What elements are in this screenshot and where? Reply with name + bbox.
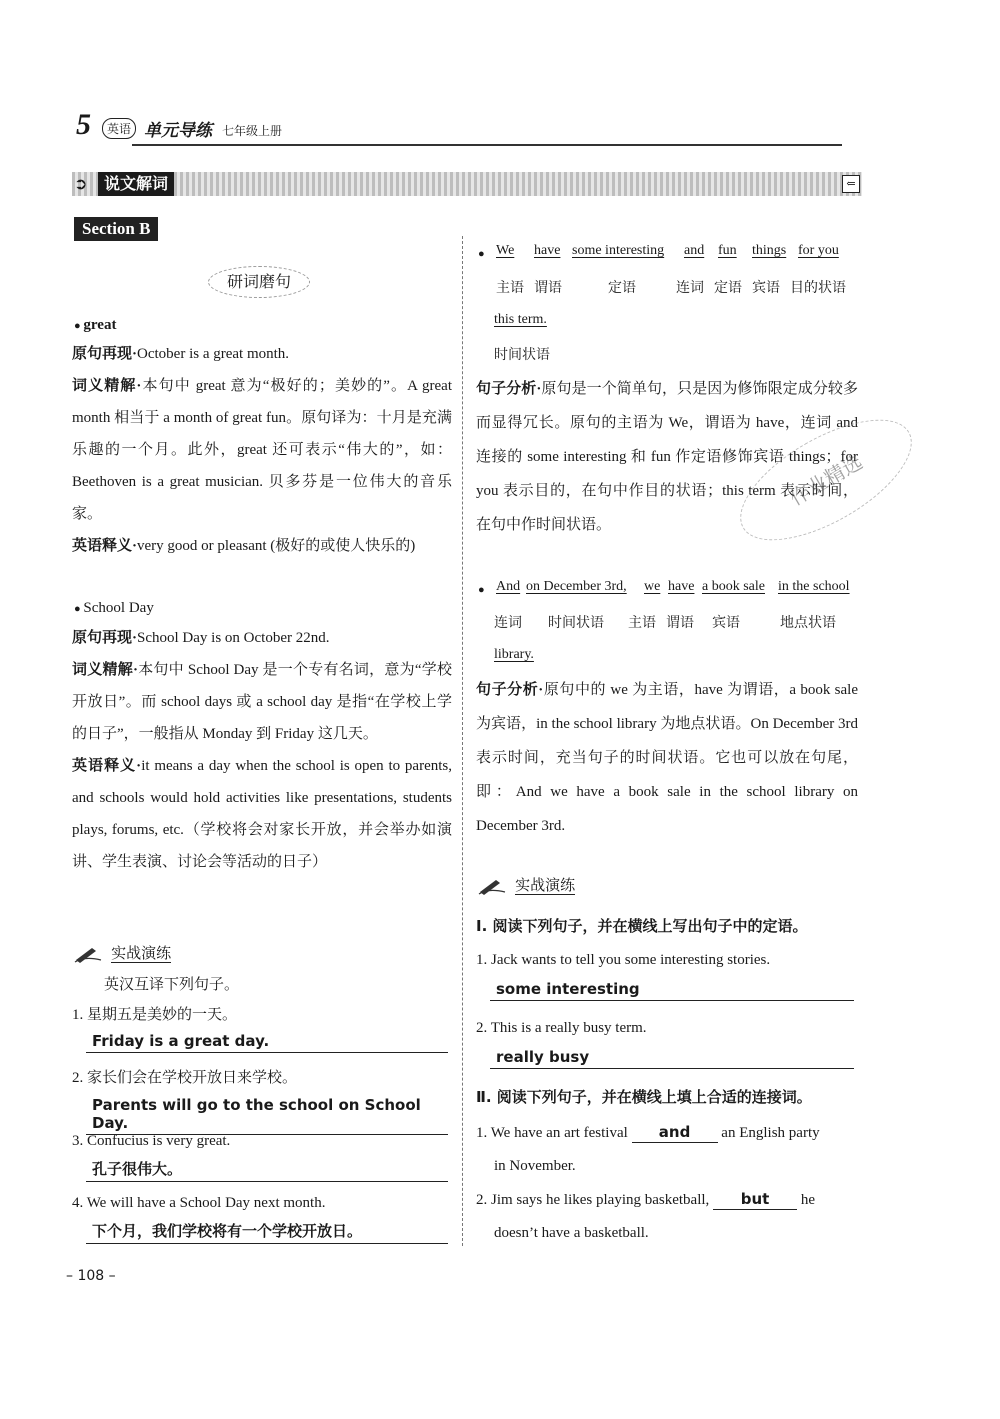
study-title xyxy=(208,266,310,298)
part1-title: Ⅰ. 阅读下列句子，并在横线上写出句子中的定语。 xyxy=(476,917,808,935)
s2-word: a book sale xyxy=(702,579,765,594)
entry-word-great: ● great xyxy=(74,315,116,336)
english-definition-block xyxy=(72,750,452,878)
section-banner xyxy=(72,172,862,196)
part2-q1-line2: in November. xyxy=(494,1158,576,1174)
s1-analysis-label: 句子分析· xyxy=(476,381,542,397)
s2-role: 时间状语 xyxy=(548,615,604,631)
s1-word: for you xyxy=(798,243,839,258)
part2-q2-line2: doesn’t have a basketball. xyxy=(494,1225,649,1241)
answer-text-3: 孔子很伟大。 xyxy=(92,1160,183,1178)
s2-word: we xyxy=(644,579,661,594)
header-rule xyxy=(132,144,842,146)
part2-title: Ⅱ. 阅读下列句子，并在横线上填上合适的连接词。 xyxy=(476,1088,812,1106)
practice-question-3: 3. Confucius is very great. xyxy=(72,1133,231,1149)
practice-heading-right xyxy=(478,874,575,896)
practice-question-2: 2. 家长们会在学校开放日来学校。 xyxy=(72,1070,298,1086)
logo-number: 5 xyxy=(76,108,91,141)
answer-text-2: Parents will go to the school on School Day. xyxy=(92,1096,421,1132)
s2-word: And xyxy=(496,579,521,594)
part1-answer-text-1: some interesting xyxy=(496,980,640,998)
s2-role: 宾语 xyxy=(712,615,740,631)
practice-question-1: 1. 星期五是美妙的一天。 xyxy=(72,1007,238,1023)
part2-q2-post: he xyxy=(800,1192,815,1208)
practice-title: 实战演练 xyxy=(515,876,576,894)
s1-role: 定语 xyxy=(714,280,742,296)
sentence-1-marker xyxy=(478,243,485,264)
analysis-label: 词义精解· xyxy=(72,378,142,394)
s2-word: in the school xyxy=(778,579,850,594)
part2-q1-pre: 1. We have an art festival xyxy=(476,1125,628,1141)
study-title-text: 研词磨句 xyxy=(226,272,291,291)
column-divider xyxy=(462,236,463,1246)
entry-word-school-day: ● School Day xyxy=(74,598,154,619)
analysis-text: 本句中 School Day 是一个专有名词，意为“学校开放日”。而 school days 或 a school day 是指“在学校上学的日子”，一般指从 Monday 到 Friday 这几天。 xyxy=(72,662,452,742)
s1-word: things xyxy=(752,243,787,258)
sentence-2-marker xyxy=(478,579,485,600)
part2-answer-blank-1[interactable] xyxy=(632,1122,718,1143)
part2-answer-text-1: and xyxy=(658,1123,691,1141)
original-sentence-line xyxy=(72,338,452,370)
analysis-block xyxy=(72,654,452,750)
s1-role: 主语 xyxy=(496,280,524,296)
s1-role: 宾语 xyxy=(752,280,780,296)
s2-tail-word: library. xyxy=(494,647,534,662)
s1-role: 连词 xyxy=(676,280,704,296)
s2-word: on December 3rd, xyxy=(526,579,627,594)
answer-line-1[interactable] xyxy=(86,1032,448,1053)
english-label: 英语释义· xyxy=(72,538,138,554)
answer-line-4[interactable] xyxy=(86,1220,448,1244)
english-label: 英语释义· xyxy=(72,758,142,774)
pen-icon xyxy=(74,944,102,964)
s1-word: and xyxy=(684,243,705,258)
banner-title: 说文解词 xyxy=(98,172,174,196)
analysis-block xyxy=(72,370,452,530)
s1-tail-word: this term. xyxy=(494,312,547,327)
analysis-text: 本句中 great 意为“极好的；美妙的”。A great month 相当于 a month of great fun。原句译为：十月是充满乐趣的一个月。此外，great 还可表示“伟大的”，如：Beethoven is a great musician. 贝多芬是一位伟大的音乐家。 xyxy=(72,378,452,522)
entry-school-day-body xyxy=(72,622,452,878)
entry-great-body xyxy=(72,338,452,562)
answer-line-2[interactable] xyxy=(86,1096,448,1135)
part1-answer-text-2: really busy xyxy=(496,1048,590,1066)
english-definition: very good or pleasant (极好的或使人快乐的) xyxy=(137,538,416,554)
s2-analysis-text: 原句中的 we 为主语，have 为谓语，a book sale 为宾语，in the school library 为地点状语。On December 3rd 表示时间，充当句子的时间状语。它也可以放在句尾，即：And we have a book sale in the school library on December 3rd. xyxy=(476,682,858,834)
pen-icon xyxy=(478,876,506,896)
original-sentence-line xyxy=(72,622,452,654)
part2-question-1 xyxy=(476,1122,860,1143)
s1-role: 定语 xyxy=(608,280,636,296)
s2-analysis-label: 句子分析· xyxy=(476,682,544,698)
s1-analysis-text: 原句是一个简单句，只是因为修饰限定成分较多而显得冗长。原句的主语为 We，谓语为 have，连词 and 连接的 some interesting 和 fun 作定语修饰宾语 things；for you 表示目的，在句中作目的状语；this term 表示时间，在句中作时间状语。 xyxy=(476,381,858,533)
answer-line-3[interactable] xyxy=(86,1158,448,1182)
practice-heading-left xyxy=(74,942,171,964)
page-header xyxy=(72,108,842,146)
s1-word: have xyxy=(534,243,561,258)
page-number: – 108 – xyxy=(66,1268,116,1284)
s2-analysis xyxy=(476,673,858,843)
original-label: 原句再现· xyxy=(72,346,138,362)
english-definition: it means a day when the school is open to parents, and schools would hold activities like presentations, students plays, forums, etc.（学校将会对家长开放，并会举办如演讲、学生表演、讨论会等活动的日子） xyxy=(72,758,452,870)
part2-question-2 xyxy=(476,1189,860,1210)
banner-arrow-icon: ➲ xyxy=(74,174,88,193)
s1-word: fun xyxy=(718,243,737,258)
watermark-text: 作业精选 xyxy=(785,449,867,511)
practice-instruction: 英汉互译下列句子。 xyxy=(104,975,240,993)
logo-text: 单元导练 xyxy=(144,121,212,141)
analysis-label: 词义精解· xyxy=(72,662,138,678)
s1-word: We xyxy=(496,243,515,258)
part2-q2-pre: 2. Jim says he likes playing basketball, xyxy=(476,1192,710,1208)
part2-answer-blank-2[interactable] xyxy=(713,1189,797,1210)
part1-question-2: 2. This is a really busy term. xyxy=(476,1020,647,1036)
english-definition-line xyxy=(72,530,452,562)
s2-word: have xyxy=(668,579,695,594)
answer-text-4: 下个月，我们学校将有一个学校开放日。 xyxy=(92,1222,363,1240)
part1-question-1: 1. Jack wants to tell you some interesting stories. xyxy=(476,952,771,968)
part1-answer-line-2[interactable] xyxy=(490,1048,854,1069)
section-tag: Section B xyxy=(74,217,158,241)
s2-role: 谓语 xyxy=(666,615,694,631)
practice-title: 实战演练 xyxy=(111,944,172,962)
part2-q1-post: an English party xyxy=(721,1125,820,1141)
s1-word: some interesting xyxy=(572,243,665,258)
s1-role: 目的状语 xyxy=(790,280,846,296)
s2-role: 主语 xyxy=(628,615,656,631)
s1-tail-role: 时间状语 xyxy=(494,347,550,363)
original-sentence: School Day is on October 22nd. xyxy=(137,630,330,646)
part1-answer-line-1[interactable] xyxy=(490,980,854,1001)
logo-badge: 英语 xyxy=(102,118,136,139)
original-sentence: October is a great month. xyxy=(137,346,290,362)
banner-end-icon: ⇐ xyxy=(842,175,860,193)
s1-role: 谓语 xyxy=(534,280,562,296)
part2-answer-text-2: but xyxy=(740,1190,770,1208)
answer-text-1: Friday is a great day. xyxy=(92,1032,270,1050)
s2-role: 地点状语 xyxy=(780,615,836,631)
grade-label: 七年级上册 xyxy=(222,124,283,138)
s2-role: 连词 xyxy=(494,615,522,631)
original-label: 原句再现· xyxy=(72,630,138,646)
practice-question-4: 4. We will have a School Day next month. xyxy=(72,1195,326,1211)
